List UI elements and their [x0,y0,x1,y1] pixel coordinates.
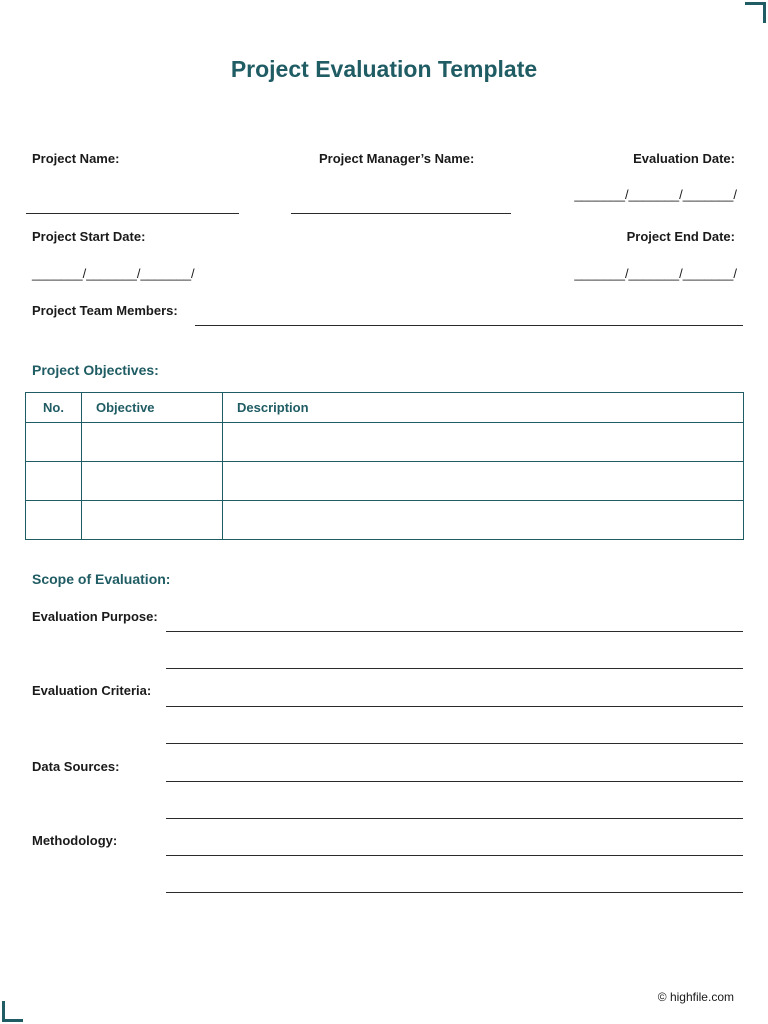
manager-name-field[interactable] [291,213,511,214]
table-cell-description[interactable] [223,423,744,462]
start-date-label: Project Start Date: [32,229,146,244]
table-cell-objective[interactable] [82,462,223,501]
copyright-footer: © highfile.com [657,990,734,1004]
methodology-line-1[interactable] [166,855,743,856]
manager-name-label: Project Manager’s Name: [319,151,475,166]
evaluation-date-field[interactable]: _______/_______/_______/ [574,187,737,202]
table-row [26,423,744,462]
project-name-field[interactable] [26,213,239,214]
data-sources-label: Data Sources: [32,759,120,774]
column-header-objective: Objective [82,393,223,423]
evaluation-date-label: Evaluation Date: [633,151,735,166]
data-sources-line-1[interactable] [166,781,743,782]
table-cell-objective[interactable] [82,501,223,540]
end-date-label: Project End Date: [626,229,735,244]
start-date-field[interactable]: _______/_______/_______/ [32,266,195,281]
methodology-line-2[interactable] [166,892,743,893]
project-name-label: Project Name: [32,151,120,166]
methodology-label: Methodology: [32,833,118,848]
column-header-no: No. [26,393,82,423]
table-cell-description[interactable] [223,501,744,540]
table-cell-no[interactable] [26,462,82,501]
table-row [26,501,744,540]
evaluation-criteria-line-1[interactable] [166,706,743,707]
corner-decoration-top-right [745,2,766,23]
corner-decoration-bottom-left [2,1001,23,1022]
team-members-field[interactable] [195,325,743,326]
table-header-row [26,393,744,423]
table-cell-description[interactable] [223,462,744,501]
table-row [26,462,744,501]
table-cell-no[interactable] [26,423,82,462]
data-sources-line-2[interactable] [166,818,743,819]
table-cell-no[interactable] [26,501,82,540]
end-date-field[interactable]: _______/_______/_______/ [574,266,737,281]
evaluation-purpose-label: Evaluation Purpose: [32,609,158,624]
page-title: Project Evaluation Template [230,56,538,82]
evaluation-purpose-line-2[interactable] [166,668,743,669]
objectives-table [25,392,744,540]
evaluation-criteria-line-2[interactable] [166,743,743,744]
objectives-heading: Project Objectives: [32,362,159,378]
scope-heading: Scope of Evaluation: [32,571,171,587]
evaluation-purpose-line-1[interactable] [166,631,743,632]
table-cell-objective[interactable] [82,423,223,462]
evaluation-criteria-label: Evaluation Criteria: [32,683,152,698]
team-members-label: Project Team Members: [32,303,178,318]
column-header-description: Description [223,393,744,423]
